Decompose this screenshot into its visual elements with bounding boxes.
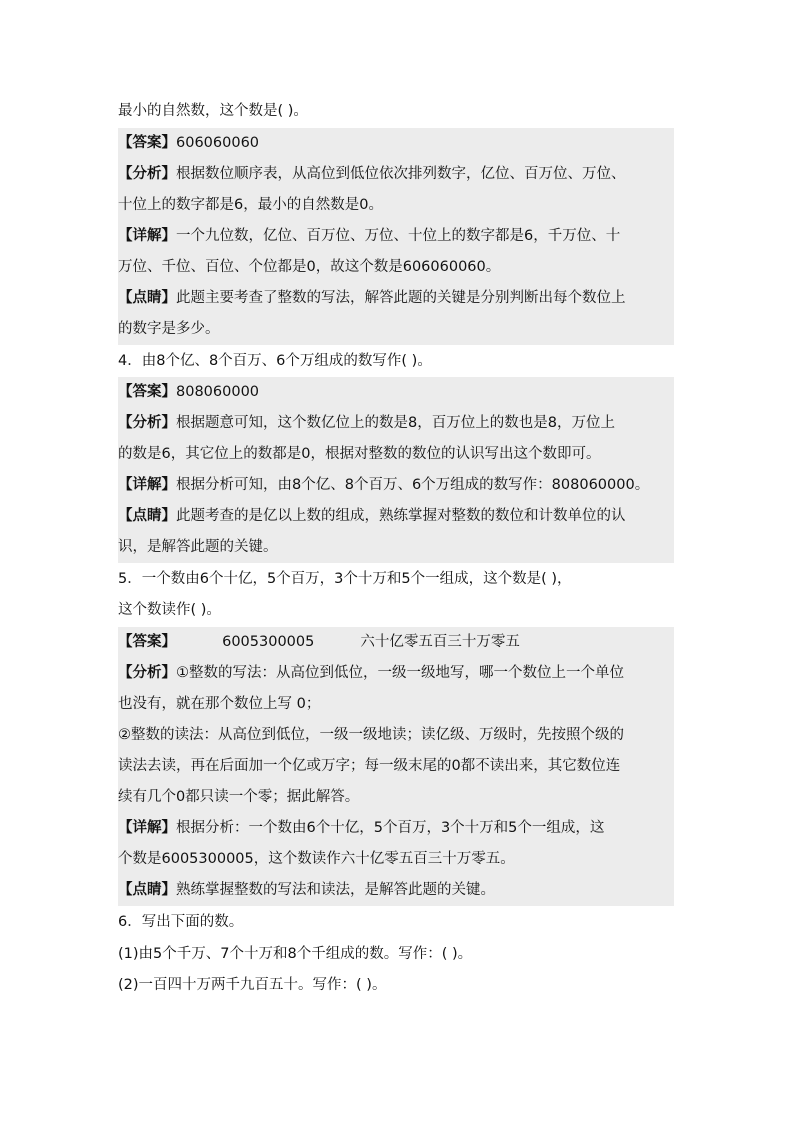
q5-analysis-5: 续有几个0都只读一个零；据此解答。 <box>118 782 674 813</box>
q5-analysis-4: 读法去读，再在后面加一个亿或万字；每一级末尾的0都不读出来，其它数位连 <box>118 751 674 782</box>
question-6-part-1: (1)由5个千万、7个十万和8个千组成的数。写作：( )。 <box>118 946 473 962</box>
q5-explanation-2: 个数是6005300005，这个数读作六十亿零五百三十万零五。 <box>118 844 674 875</box>
q4-explanation: 【详解】根据分析可知，由8个亿、8个百万、6个万组成的数写作：808060000。 <box>118 470 674 501</box>
q4-analysis-1: 【分析】根据题意可知，这个数亿位上的数是8，百万位上的数也是8，万位上 <box>118 408 674 439</box>
q5-analysis-1: 【分析】①整数的写法：从高位到低位，一级一级地写，哪一个数位上一个单位 <box>118 658 674 689</box>
question-6-part-2: (2)一百四十万两千九百五十。写作：( )。 <box>118 977 387 993</box>
question-5-line-2: 这个数读作( )。 <box>118 602 221 618</box>
q4-comment-1: 【点睛】此题考查的是亿以上数的组成，熟练掌握对整数的数位和计数单位的认 <box>118 501 674 532</box>
q5-analysis-3: ②整数的读法：从高位到低位，一级一级地读；读亿级、万级时，先按照个级的 <box>118 720 674 751</box>
q3-comment-1: 【点睛】此题主要考查了整数的写法，解答此题的关键是分别判断出每个数位上 <box>118 283 674 314</box>
question-4: 4．由8个亿、8个百万、6个万组成的数写作( )。 <box>118 353 432 369</box>
q3-explanation-1: 【详解】一个九位数，亿位、百万位、万位、十位上的数字都是6，千万位、十 <box>118 221 674 252</box>
q3-explanation-2: 万位、千位、百位、个位都是0，故这个数是606060060。 <box>118 252 674 283</box>
question-3-tail: 最小的自然数，这个数是( )。 <box>118 103 308 119</box>
q5-answer: 【答案】 6005300005 六十亿零五百三十万零五 <box>118 627 674 658</box>
q4-comment-2: 识，是解答此题的关键。 <box>118 532 674 563</box>
q3-comment-2: 的数字是多少。 <box>118 314 674 345</box>
q5-analysis-2: 也没有，就在那个数位上写 0； <box>118 689 674 720</box>
question-6: 6．写出下面的数。 <box>118 914 244 930</box>
q4-analysis-2: 的数是6，其它位上的数都是0，根据对整数的数位的认识写出这个数即可。 <box>118 439 674 470</box>
q3-analysis-1: 【分析】根据数位顺序表，从高位到低位依次排列数字，亿位、百万位、万位、 <box>118 159 674 190</box>
q5-comment: 【点睛】熟练掌握整数的写法和读法，是解答此题的关键。 <box>118 875 674 906</box>
q5-explanation-1: 【详解】根据分析：一个数由6个十亿，5个百万，3个十万和5个一组成，这 <box>118 813 674 844</box>
q3-answer: 【答案】606060060 <box>118 128 674 159</box>
q4-answer: 【答案】808060000 <box>118 377 674 408</box>
q3-analysis-2: 十位上的数字都是6，最小的自然数是0。 <box>118 190 674 221</box>
question-5-line-1: 5．一个数由6个十亿，5个百万，3个十万和5个一组成，这个数是( )， <box>118 571 572 587</box>
